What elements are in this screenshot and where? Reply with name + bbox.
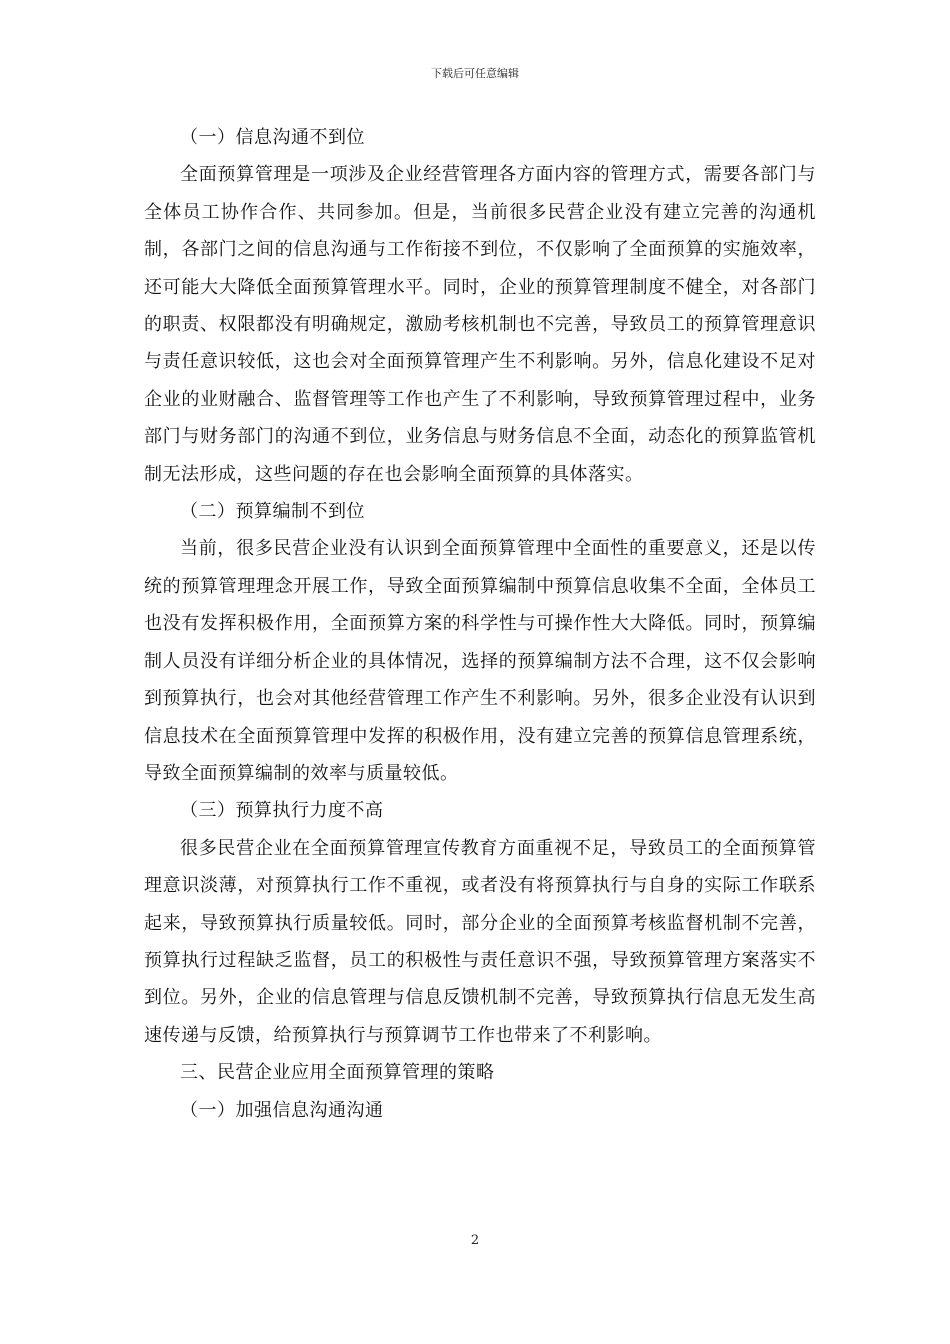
chapter-heading-strategies: 三、民营企业应用全面预算管理的策略: [180, 1062, 495, 1084]
section-heading-budget-preparation: （二）预算编制不到位: [180, 501, 365, 523]
section-heading-info-communication: （一）信息沟通不到位: [180, 127, 365, 148]
paragraph-budget-execution: 很多民营企业在全面预算管理宣传教育方面重视不足，导致员工的全面预算管理意识淡薄，对预算执行工作不重视，或者没有将预算执行与自身的实际工作联系起来，导致预算执行质量较低。同时，部分企业的全面预算考核监督机制不完善，预算执行过程缺乏监督，员工的积极性与责任意识不强，导致预算管理方案落实不到位。另外，企业的信息管理与信息反馈机制不完善，导致预算执行信息无发生高速传递与反馈，给预算执行与预算调节工作也带来了不利影响。: [144, 837, 816, 1046]
body-text: [144, 119, 816, 1129]
page-number: 2: [470, 1233, 480, 1248]
section-heading-strengthen-communication: （一）加强信息沟通沟通: [180, 1099, 384, 1121]
paragraph-budget-preparation: 当前，很多民营企业没有认识到全面预算管理中全面性的重要意义，还是以传统的预算管理理念开展工作，导致全面预算编制中预算信息收集不全面，全体员工也没有发挥积极作用，全面预算方案的科学性与可操作性大大降低。同时，预算编制人员没有详细分析企业的具体情况，选择的预算编制方法不合理，这不仅会影响到预算执行，也会对其他经营管理工作产生不利影响。另外，很多企业没有认识到信息技术在全面预算管理中发挥的积极作用，没有建立完善的预算信息管理系统，导致全面预算编制的效率与质量较低。: [144, 538, 816, 784]
running-header: 下载后可任意编辑: [431, 67, 519, 80]
section-heading-budget-execution: （三）预算执行力度不高: [180, 800, 384, 822]
paragraph-info-communication: 全面预算管理是一项涉及企业经营管理各方面内容的管理方式，需要各部门与全体员工协作合作、共同参加。但是，当前很多民营企业没有建立完善的沟通机制，各部门之间的信息沟通与工作衔接不到位，不仅影响了全面预算的实施效率，还可能大大降低全面预算管理水平。同时，企业的预算管理制度不健全，对各部门的职责、权限都没有明确规定，激励考核机制也不完善，导致员工的预算管理意识与责任意识较低，这也会对全面预算管理产生不利影响。另外，信息化建设不足对企业的业财融合、监督管理等工作也产生了不利影响，导致预算管理过程中，业务部门与财务部门的沟通不到位，业务信息与财务信息不全面，动态化的预算监管机制无法形成，这些问题的存在也会影响全面预算的具体落实。: [144, 164, 816, 485]
